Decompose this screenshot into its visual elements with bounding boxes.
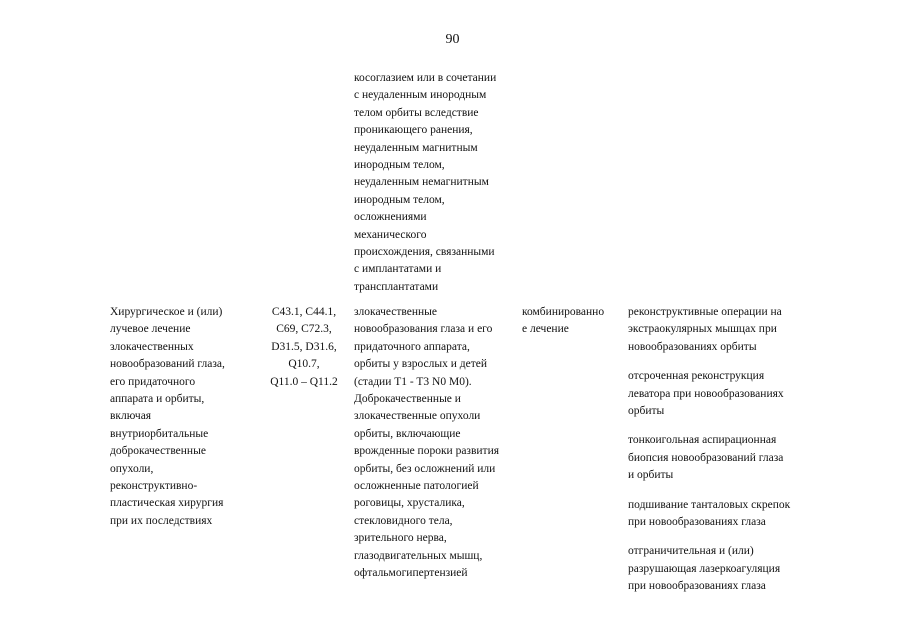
- diagnosis-continuation: косоглазием или в сочетании с неудаленным инородным телом орбиты вследствие проникающего ранения, неудаленным магнитным инородным телом, неудаленным немагнитным инородным телом, осложнениями механического происхождения, связанными с имплантатами и трансплантатами: [354, 72, 497, 293]
- page-number: 90: [445, 32, 460, 47]
- treatment-type-cell: комбинированно е лечение: [522, 306, 605, 336]
- procedure-item: отграничительная и (или) разрушающая лазеркоагуляция при новообразованиях глаза: [628, 545, 781, 593]
- icd-codes-cell: C43.1, C44.1, C69, C72.3, D31.5, D31.6, Q10.7, Q11.0 – Q11.2: [270, 306, 338, 388]
- procedure-item: отсроченная реконструкция леватора при новообразованиях орбиты: [628, 370, 784, 418]
- procedure-item: подшивание танталовых скрепок при новообразованиях глаза: [628, 498, 791, 529]
- procedures-list: [628, 304, 818, 596]
- procedure-item: реконструктивные операции на экстраокулярных мышцах при новообразованиях орбиты: [628, 306, 782, 353]
- procedure-item: тонкоигольная аспирационная биопсия новообразований глаза и орбиты: [628, 434, 784, 482]
- treatment-method-cell: Хирургическое и (или) лучевое лечение злокачественных новообразований глаза, его придаточного аппарата и орбиты, включая внутриорбитальные доброкачественные опухоли, реконструктивно- пластическая хирургия при их последствиях: [110, 306, 225, 527]
- diagnosis-cell: злокачественные новообразования глаза и его придаточного аппарата, орбиты у взрослых и детей (стадии T1 - T3 N0 M0). Доброкачественные и злокачественные опухоли орбиты, включающие врожденные пороки развития орбиты, без осложнений или осложненные патологией роговицы, хрусталика, стекловидного тела, зрительного нерва, глазодвигательных мышц, офтальмогипертензией: [354, 306, 500, 580]
